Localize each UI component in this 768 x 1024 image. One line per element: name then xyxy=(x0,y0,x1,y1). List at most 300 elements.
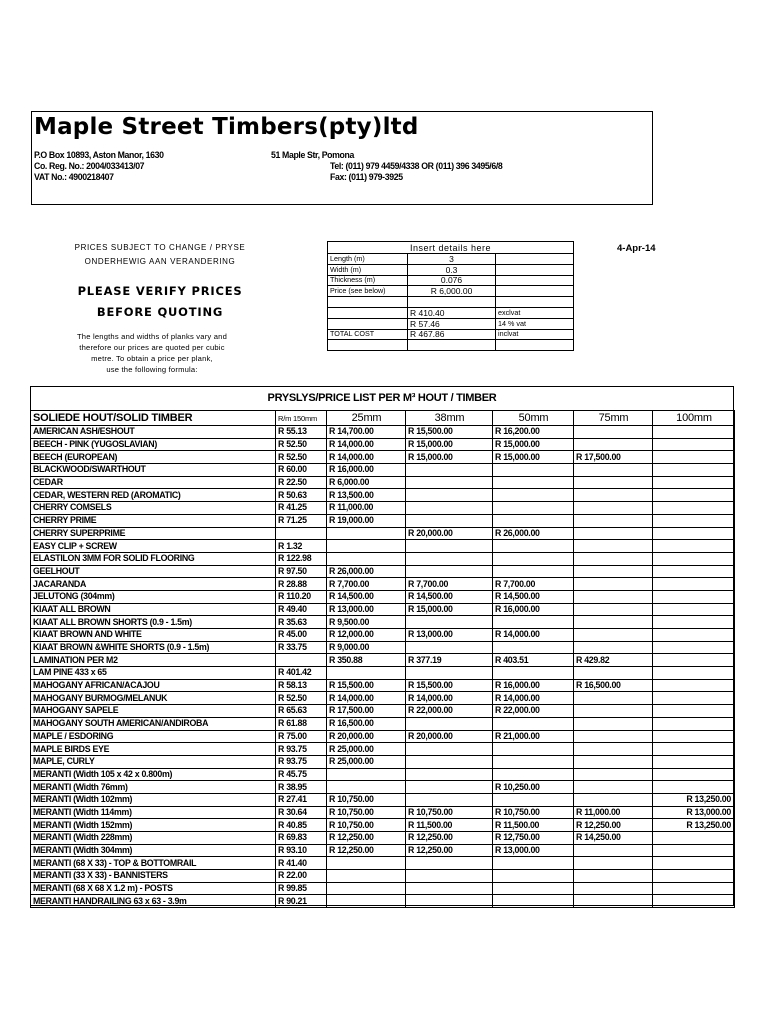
price-38mm xyxy=(406,616,493,629)
price-50mm xyxy=(493,464,574,477)
price-per-m: R 61.88 xyxy=(276,717,327,730)
price-75mm: R 12,250.00 xyxy=(574,819,653,832)
timber-name: MAHOGANY SOUTH AMERICAN/ANDIROBA xyxy=(31,717,276,730)
price-75mm xyxy=(574,565,653,578)
price-list-table xyxy=(30,410,735,908)
timber-name: LAM PINE 433 x 65 xyxy=(31,667,276,680)
price-25mm xyxy=(327,895,406,908)
timber-name: AMERICAN ASH/ESHOUT xyxy=(31,426,276,439)
price-per-m: R 41.40 xyxy=(276,857,327,870)
price-100mm xyxy=(653,552,735,565)
price-100mm xyxy=(653,603,735,616)
plank-price-calculator xyxy=(327,241,574,351)
table-row xyxy=(31,806,735,819)
price-25mm: R 350.88 xyxy=(327,654,406,667)
price-38mm xyxy=(406,476,493,489)
price-25mm xyxy=(327,870,406,883)
table-row xyxy=(31,489,735,502)
price-25mm xyxy=(327,857,406,870)
table-row xyxy=(31,552,735,565)
timber-name: CHERRY COMSELS xyxy=(31,502,276,515)
price-38mm xyxy=(406,514,493,527)
timber-name: MERANTI (Width 152mm) xyxy=(31,819,276,832)
table-row xyxy=(31,464,735,477)
price-50mm: R 7,700.00 xyxy=(493,578,574,591)
price-38mm xyxy=(406,552,493,565)
price-38mm: R 7,700.00 xyxy=(406,578,493,591)
price-25mm: R 20,000.00 xyxy=(327,730,406,743)
price-50mm xyxy=(493,768,574,781)
price-75mm xyxy=(574,641,653,654)
thickness-input[interactable]: 0.076 xyxy=(408,275,496,286)
before-quoting: BEFORE QUOTING xyxy=(96,305,224,319)
table-row xyxy=(31,781,735,794)
price-38mm xyxy=(406,641,493,654)
header-75mm: 75mm xyxy=(574,411,653,426)
price-38mm xyxy=(406,755,493,768)
timber-name: MERANTI (33 X 33) - BANNISTERS xyxy=(31,870,276,883)
price-100mm xyxy=(653,514,735,527)
price-75mm xyxy=(574,527,653,540)
price-38mm xyxy=(406,717,493,730)
price-100mm xyxy=(653,502,735,515)
header-timber: SOLIEDE HOUT/SOLID TIMBER xyxy=(31,411,276,426)
price-75mm xyxy=(574,603,653,616)
price-75mm xyxy=(574,882,653,895)
excl-vat-label: exclvat xyxy=(496,307,574,318)
price-38mm xyxy=(406,464,493,477)
price-label: Price (see below) xyxy=(328,286,408,297)
price-50mm xyxy=(493,882,574,895)
price-38mm: R 14,500.00 xyxy=(406,590,493,603)
reg-no: Co. Reg. No.: 2004/033413/07 xyxy=(34,161,145,172)
price-per-m: R 22.00 xyxy=(276,870,327,883)
price-25mm: R 12,250.00 xyxy=(327,832,406,845)
price-75mm xyxy=(574,464,653,477)
price-100mm xyxy=(653,781,735,794)
price-75mm: R 429.82 xyxy=(574,654,653,667)
price-50mm xyxy=(493,616,574,629)
table-row xyxy=(31,667,735,680)
price-25mm xyxy=(327,527,406,540)
price-50mm xyxy=(493,540,574,553)
price-25mm: R 12,000.00 xyxy=(327,629,406,642)
timber-name: KIAAT BROWN &WHITE SHORTS (0.9 - 1.5m) xyxy=(31,641,276,654)
note-line-4: use the following formula: xyxy=(106,365,198,374)
length-label: Length (m) xyxy=(328,254,408,265)
price-50mm xyxy=(493,870,574,883)
timber-name: MERANTI (Width 304mm) xyxy=(31,844,276,857)
timber-name: MAPLE, CURLY xyxy=(31,755,276,768)
price-100mm xyxy=(653,844,735,857)
timber-name: CHERRY SUPERPRIME xyxy=(31,527,276,540)
price-38mm: R 20,000.00 xyxy=(406,527,493,540)
table-row xyxy=(31,654,735,667)
price-25mm: R 11,000.00 xyxy=(327,502,406,515)
price-25mm: R 10,750.00 xyxy=(327,793,406,806)
price-50mm: R 14,000.00 xyxy=(493,629,574,642)
price-75mm xyxy=(574,755,653,768)
timber-name: GEELHOUT xyxy=(31,565,276,578)
price-per-m: R 60.00 xyxy=(276,464,327,477)
price-50mm: R 10,250.00 xyxy=(493,781,574,794)
price-50mm xyxy=(493,793,574,806)
price-75mm xyxy=(574,502,653,515)
price-38mm: R 11,500.00 xyxy=(406,819,493,832)
timber-name: CEDAR, WESTERN RED (AROMATIC) xyxy=(31,489,276,502)
vat-value: R 57.46 xyxy=(408,318,496,329)
price-25mm: R 17,500.00 xyxy=(327,705,406,718)
price-per-m: R 401.42 xyxy=(276,667,327,680)
timber-name: MAHOGANY SAPELE xyxy=(31,705,276,718)
price-50mm: R 26,000.00 xyxy=(493,527,574,540)
price-25mm: R 15,500.00 xyxy=(327,679,406,692)
price-per-m: R 122.98 xyxy=(276,552,327,565)
price-75mm xyxy=(574,895,653,908)
price-25mm xyxy=(327,667,406,680)
po-box: P.O Box 10893, Aston Manor, 1630 xyxy=(34,150,164,161)
price-100mm xyxy=(653,667,735,680)
price-50mm: R 21,000.00 xyxy=(493,730,574,743)
price-50mm: R 16,000.00 xyxy=(493,679,574,692)
price-per-m: R 97.50 xyxy=(276,565,327,578)
table-row xyxy=(31,641,735,654)
price-100mm xyxy=(653,527,735,540)
price-75mm xyxy=(574,857,653,870)
price-50mm: R 403.51 xyxy=(493,654,574,667)
table-row xyxy=(31,514,735,527)
table-row xyxy=(31,527,735,540)
price-per-m: R 52.50 xyxy=(276,692,327,705)
header-50mm: 50mm xyxy=(493,411,574,426)
price-per-m: R 52.50 xyxy=(276,451,327,464)
price-per-m: R 55.13 xyxy=(276,426,327,439)
price-50mm: R 16,200.00 xyxy=(493,426,574,439)
price-25mm: R 12,250.00 xyxy=(327,844,406,857)
price-50mm xyxy=(493,565,574,578)
quote-date: 4-Apr-14 xyxy=(617,243,656,254)
price-38mm xyxy=(406,743,493,756)
price-50mm: R 16,000.00 xyxy=(493,603,574,616)
price-50mm xyxy=(493,476,574,489)
price-per-m: R 75.00 xyxy=(276,730,327,743)
price-25mm xyxy=(327,552,406,565)
price-25mm: R 13,000.00 xyxy=(327,603,406,616)
excl-vat-value: R 410.40 xyxy=(408,307,496,318)
timber-name: MAPLE BIRDS EYE xyxy=(31,743,276,756)
telephone: Tel: (011) 979 4459/4338 OR (011) 396 3495/6/8 xyxy=(330,161,503,172)
price-per-m: R 40.85 xyxy=(276,819,327,832)
price-38mm xyxy=(406,781,493,794)
price-per-m: R 27.41 xyxy=(276,793,327,806)
price-50mm: R 14,000.00 xyxy=(493,692,574,705)
price-list-header-row xyxy=(31,411,735,426)
price-38mm: R 15,500.00 xyxy=(406,679,493,692)
note-line-1: The lengths and widths of planks vary and xyxy=(76,332,228,341)
table-row xyxy=(31,705,735,718)
price-38mm: R 20,000.00 xyxy=(406,730,493,743)
price-per-m: R 33.75 xyxy=(276,641,327,654)
price-25mm: R 25,000.00 xyxy=(327,743,406,756)
timber-name: EASY CLIP + SCREW xyxy=(31,540,276,553)
price-75mm xyxy=(574,793,653,806)
price-input[interactable]: R 6,000.00 xyxy=(408,286,496,297)
table-row xyxy=(31,819,735,832)
price-per-m: R 30.64 xyxy=(276,806,327,819)
price-75mm xyxy=(574,426,653,439)
price-100mm xyxy=(653,743,735,756)
timber-name: MAHOGANY AFRICAN/ACAJOU xyxy=(31,679,276,692)
price-75mm xyxy=(574,629,653,642)
header-unit: R/m 150mm xyxy=(276,411,327,426)
price-75mm xyxy=(574,578,653,591)
price-per-m xyxy=(276,527,327,540)
price-100mm xyxy=(653,426,735,439)
price-75mm xyxy=(574,844,653,857)
calculator-title: Insert details here xyxy=(328,242,574,254)
timber-name: ELASTILON 3MM FOR SOLID FLOORING xyxy=(31,552,276,565)
price-100mm: R 13,000.00 xyxy=(653,806,735,819)
price-50mm xyxy=(493,502,574,515)
price-38mm xyxy=(406,489,493,502)
price-per-m: R 65.63 xyxy=(276,705,327,718)
table-row xyxy=(31,603,735,616)
note-line-3: metre. To obtain a price per plank, xyxy=(91,354,213,363)
price-25mm: R 26,000.00 xyxy=(327,565,406,578)
price-38mm xyxy=(406,882,493,895)
price-75mm xyxy=(574,730,653,743)
price-100mm xyxy=(653,540,735,553)
price-per-m: R 58.13 xyxy=(276,679,327,692)
note-line-2: therefore our prices are quoted per cubic xyxy=(79,343,225,352)
price-100mm xyxy=(653,692,735,705)
price-50mm xyxy=(493,717,574,730)
price-75mm xyxy=(574,768,653,781)
price-25mm: R 16,500.00 xyxy=(327,717,406,730)
price-25mm: R 14,500.00 xyxy=(327,590,406,603)
timber-name: JACARANDA xyxy=(31,578,276,591)
table-row xyxy=(31,590,735,603)
price-38mm xyxy=(406,667,493,680)
price-100mm xyxy=(653,870,735,883)
table-row xyxy=(31,895,735,908)
price-38mm: R 15,500.00 xyxy=(406,426,493,439)
price-100mm xyxy=(653,705,735,718)
price-50mm: R 10,750.00 xyxy=(493,806,574,819)
price-per-m: R 99.85 xyxy=(276,882,327,895)
price-100mm xyxy=(653,489,735,502)
table-row xyxy=(31,679,735,692)
price-38mm xyxy=(406,502,493,515)
price-25mm: R 14,000.00 xyxy=(327,451,406,464)
price-25mm: R 19,000.00 xyxy=(327,514,406,527)
table-row xyxy=(31,616,735,629)
table-row xyxy=(31,755,735,768)
price-25mm: R 16,000.00 xyxy=(327,464,406,477)
length-input[interactable]: 3 xyxy=(408,254,496,265)
price-50mm: R 12,750.00 xyxy=(493,832,574,845)
table-row xyxy=(31,730,735,743)
price-25mm: R 14,000.00 xyxy=(327,438,406,451)
price-per-m: R 52.50 xyxy=(276,438,327,451)
table-row xyxy=(31,717,735,730)
timber-name: MERANTI (68 X 68 X 1.2 m) - POSTS xyxy=(31,882,276,895)
table-row xyxy=(31,844,735,857)
notice-line-2: ONDERHEWIG AAN VERANDERING xyxy=(84,257,236,266)
vat-label: 14 % vat xyxy=(496,318,574,329)
price-38mm xyxy=(406,540,493,553)
price-25mm: R 7,700.00 xyxy=(327,578,406,591)
timber-name: LAMINATION PER M2 xyxy=(31,654,276,667)
price-per-m: R 110.20 xyxy=(276,590,327,603)
timber-name: BLACKWOOD/SWARTHOUT xyxy=(31,464,276,477)
price-75mm: R 14,250.00 xyxy=(574,832,653,845)
price-list-title: PRYSLYS/PRICE LIST PER M³ HOUT / TIMBER xyxy=(267,392,497,404)
price-50mm xyxy=(493,755,574,768)
table-row xyxy=(31,692,735,705)
table-row xyxy=(31,857,735,870)
price-per-m: R 90.21 xyxy=(276,895,327,908)
price-25mm: R 9,500.00 xyxy=(327,616,406,629)
price-75mm xyxy=(574,552,653,565)
price-25mm xyxy=(327,882,406,895)
price-50mm: R 11,500.00 xyxy=(493,819,574,832)
timber-name: MAHOGANY BURMOG/MELANUK xyxy=(31,692,276,705)
price-per-m: R 71.25 xyxy=(276,514,327,527)
price-100mm xyxy=(653,717,735,730)
price-100mm xyxy=(653,882,735,895)
table-row xyxy=(31,578,735,591)
price-75mm: R 11,000.00 xyxy=(574,806,653,819)
table-row xyxy=(31,768,735,781)
total-cost-label: TOTAL COST xyxy=(328,329,408,340)
price-per-m: R 93.75 xyxy=(276,755,327,768)
width-label: Width (m) xyxy=(328,264,408,275)
price-75mm xyxy=(574,781,653,794)
price-38mm xyxy=(406,870,493,883)
width-input[interactable]: 0.3 xyxy=(408,264,496,275)
price-38mm: R 15,000.00 xyxy=(406,451,493,464)
price-50mm xyxy=(493,895,574,908)
price-75mm xyxy=(574,590,653,603)
price-100mm: R 13,250.00 xyxy=(653,793,735,806)
company-name: Maple Street Timbers(pty)ltd xyxy=(34,114,419,140)
thickness-label: Thickness (m) xyxy=(328,275,408,286)
price-75mm xyxy=(574,667,653,680)
price-50mm xyxy=(493,857,574,870)
price-50mm xyxy=(493,514,574,527)
price-38mm: R 13,000.00 xyxy=(406,629,493,642)
price-per-m: R 22.50 xyxy=(276,476,327,489)
price-per-m: R 41.25 xyxy=(276,502,327,515)
price-50mm: R 15,000.00 xyxy=(493,438,574,451)
table-row xyxy=(31,565,735,578)
price-100mm xyxy=(653,590,735,603)
price-38mm: R 15,000.00 xyxy=(406,603,493,616)
price-100mm: R 13,250.00 xyxy=(653,819,735,832)
price-50mm: R 13,000.00 xyxy=(493,844,574,857)
price-50mm: R 15,000.00 xyxy=(493,451,574,464)
price-50mm xyxy=(493,552,574,565)
timber-name: MAPLE / ESDORING xyxy=(31,730,276,743)
price-75mm xyxy=(574,476,653,489)
price-25mm: R 9,000.00 xyxy=(327,641,406,654)
timber-name: BEECH (EUROPEAN) xyxy=(31,451,276,464)
price-75mm xyxy=(574,616,653,629)
price-75mm xyxy=(574,438,653,451)
table-row xyxy=(31,629,735,642)
price-100mm xyxy=(653,476,735,489)
price-per-m: R 49.40 xyxy=(276,603,327,616)
table-row xyxy=(31,451,735,464)
price-100mm xyxy=(653,857,735,870)
price-50mm xyxy=(493,489,574,502)
price-25mm: R 13,500.00 xyxy=(327,489,406,502)
table-row xyxy=(31,540,735,553)
timber-name: MERANTI (68 X 33) - TOP & BOTTOMRAIL xyxy=(31,857,276,870)
timber-name: MERANTI (Width 114mm) xyxy=(31,806,276,819)
price-100mm xyxy=(653,895,735,908)
price-100mm xyxy=(653,565,735,578)
price-75mm: R 17,500.00 xyxy=(574,451,653,464)
timber-name: MERANTI HANDRAILING 63 x 63 - 3.9m xyxy=(31,895,276,908)
price-75mm xyxy=(574,743,653,756)
timber-name: MERANTI (Width 228mm) xyxy=(31,832,276,845)
price-25mm: R 6,000.00 xyxy=(327,476,406,489)
table-row xyxy=(31,743,735,756)
table-row xyxy=(31,426,735,439)
timber-name: CHERRY PRIME xyxy=(31,514,276,527)
price-100mm xyxy=(653,616,735,629)
price-50mm: R 14,500.00 xyxy=(493,590,574,603)
price-100mm xyxy=(653,755,735,768)
vat-no: VAT No.: 4900218407 xyxy=(34,172,114,183)
table-row xyxy=(31,438,735,451)
header-100mm: 100mm xyxy=(653,411,735,426)
price-100mm xyxy=(653,679,735,692)
price-100mm xyxy=(653,464,735,477)
timber-name: CEDAR xyxy=(31,476,276,489)
price-50mm: R 22,000.00 xyxy=(493,705,574,718)
price-38mm xyxy=(406,793,493,806)
table-row xyxy=(31,870,735,883)
table-row xyxy=(31,882,735,895)
price-75mm xyxy=(574,514,653,527)
price-75mm xyxy=(574,705,653,718)
total-cost-value: R 467.86 xyxy=(408,329,496,340)
price-per-m: R 1.32 xyxy=(276,540,327,553)
price-38mm: R 15,000.00 xyxy=(406,438,493,451)
price-per-m: R 93.10 xyxy=(276,844,327,857)
price-38mm xyxy=(406,857,493,870)
verify-prices: PLEASE VERIFY PRICES xyxy=(77,284,243,298)
price-38mm xyxy=(406,565,493,578)
price-50mm xyxy=(493,743,574,756)
price-100mm xyxy=(653,654,735,667)
timber-name: MERANTI (Width 105 x 42 x 0.800m) xyxy=(31,768,276,781)
price-100mm xyxy=(653,832,735,845)
price-per-m: R 28.88 xyxy=(276,578,327,591)
price-per-m: R 69.83 xyxy=(276,832,327,845)
price-25mm: R 14,000.00 xyxy=(327,692,406,705)
price-25mm: R 14,700.00 xyxy=(327,426,406,439)
price-50mm xyxy=(493,667,574,680)
price-75mm xyxy=(574,717,653,730)
timber-name: MERANTI (Width 76mm) xyxy=(31,781,276,794)
price-75mm xyxy=(574,692,653,705)
price-100mm xyxy=(653,730,735,743)
timber-name: KIAAT ALL BROWN xyxy=(31,603,276,616)
